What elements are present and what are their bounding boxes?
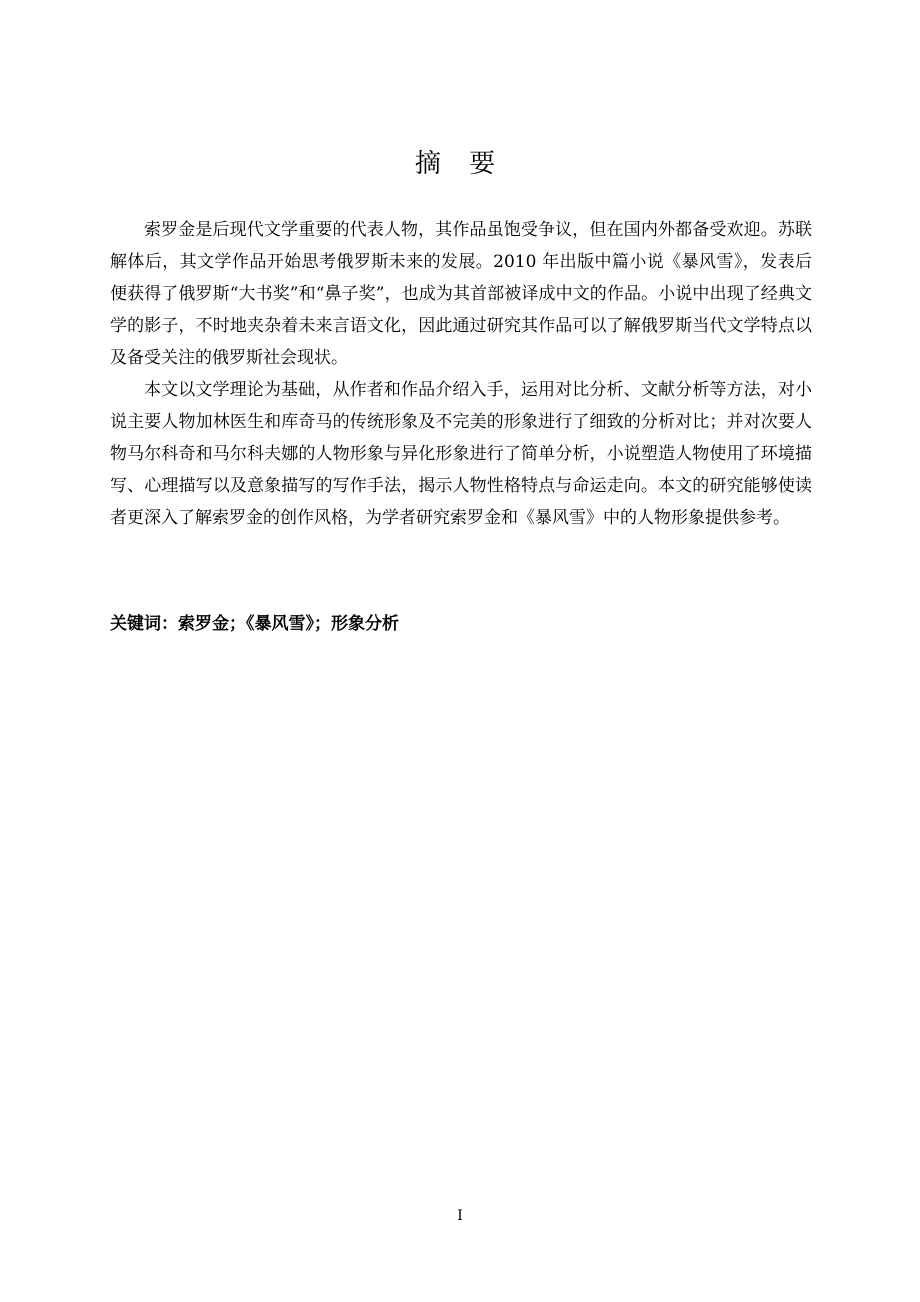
page-title: 摘 要 [414, 149, 506, 179]
page-number: I [457, 1208, 463, 1224]
abstract-paragraph-1: 索罗金是后现代文学重要的代表人物，其作品虽饱受争议，但在国内外都备受欢迎。苏联解体后，其文学作品开始思考俄罗斯未来的发展。2010 年出版中篇小说《暴风雪》，发表后便获得了俄罗斯“大书奖”和“鼻子奖”，也成为其首部被译成中文的作品。小说中出现了经典文学的影子，不时地夹杂着未来言语文化，因此通过研究其作品可以了解俄罗斯当代文学特点以及备受关注的俄罗斯社会现状。 [110, 220, 812, 368]
abstract-paragraph-2: 本文以文学理论为基础，从作者和作品介绍入手，运用对比分析、文献分析等方法，对小说主要人物加林医生和库奇马的传统形象及不完美的形象进行了细致的分析对比；并对次要人物马尔科奇和马尔科夫娜的人物形象与异化形象进行了简单分析，小说塑造人物使用了环境描写、心理描写以及意象描写的写作手法，揭示人物性格特点与命运走向。本文的研究能够使读者更深入了解索罗金的创作风格，为学者研究索罗金和《暴风雪》中的人物形象提供参考。 [110, 380, 812, 528]
keywords-line: 关键词：索罗金；《暴风雪》；形象分析 [110, 614, 399, 634]
